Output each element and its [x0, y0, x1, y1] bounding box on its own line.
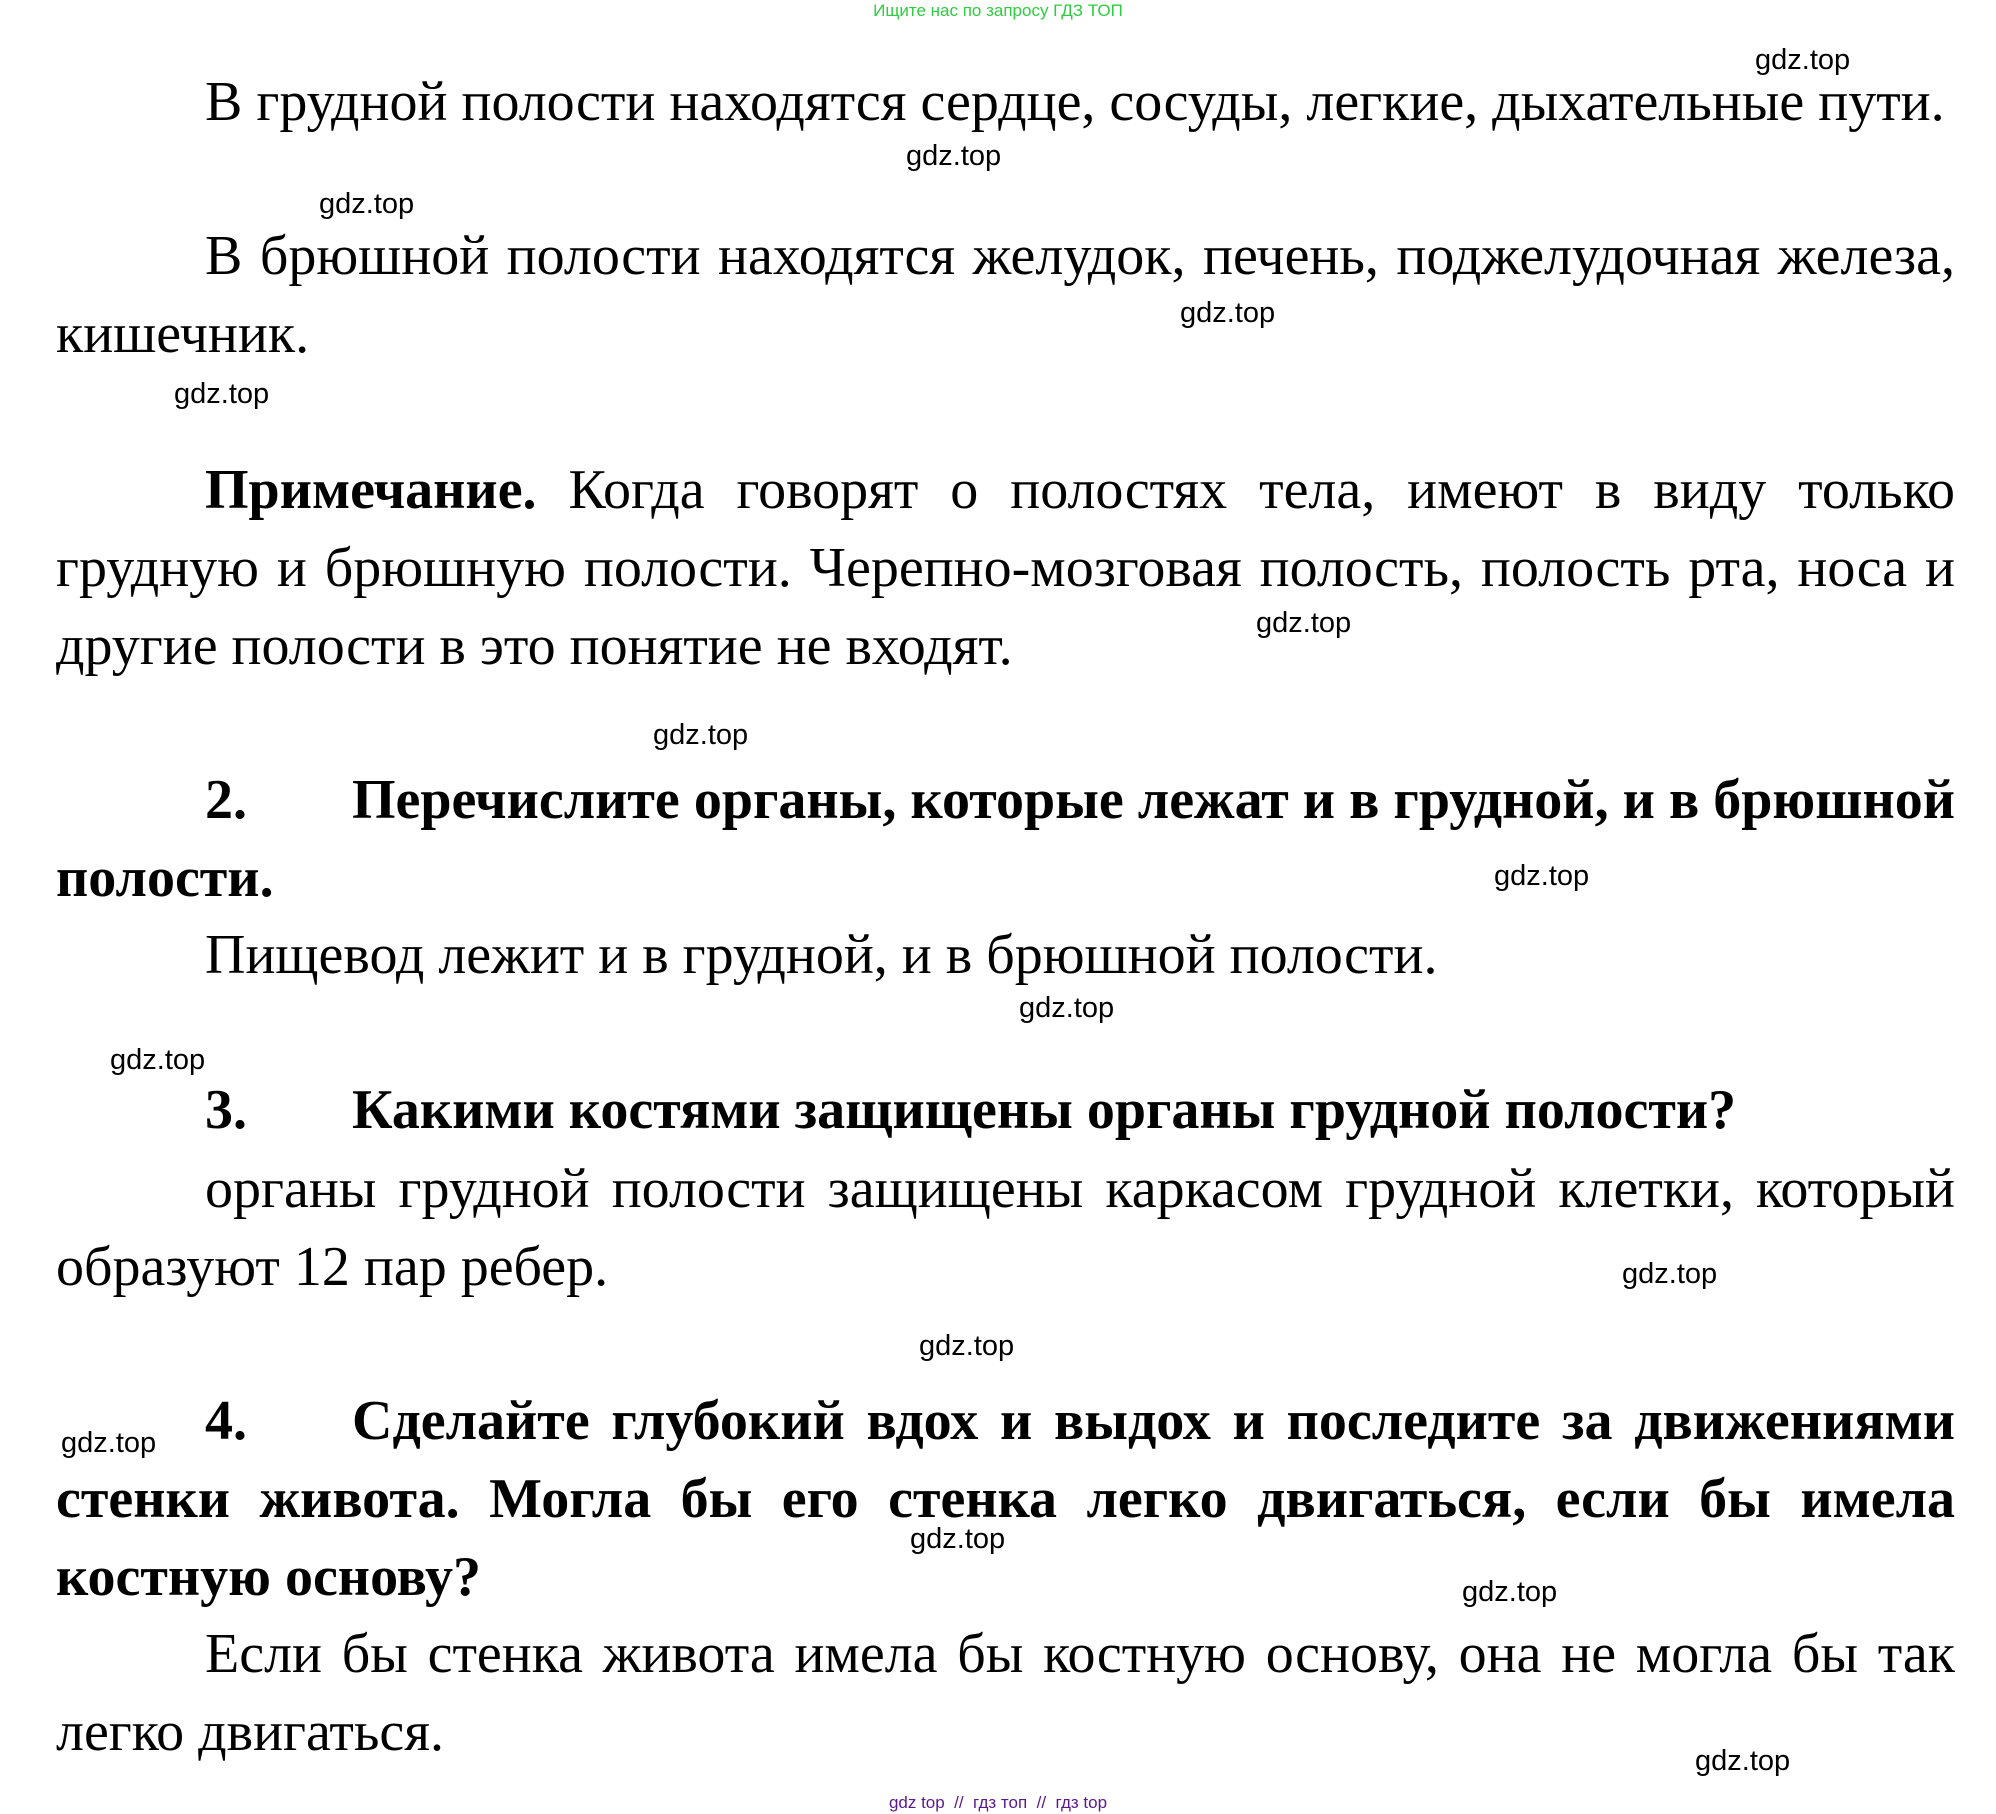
watermark: gdz.top — [174, 378, 270, 410]
question-2 — [56, 761, 1955, 917]
question-text: Перечислите органы, которые лежат и в грудной, и в брюшной полости. — [56, 769, 1955, 909]
answer-4: Если бы стенка живота имела бы костную основу, она не могла бы так легко двигаться. — [56, 1623, 1955, 1763]
watermark: gdz.top — [906, 140, 1002, 172]
paragraph-thoracic-cavity: В грудной полости находятся сердце, сосуды, легкие, дыхательные пути. — [205, 71, 1945, 133]
watermark: gdz.top — [1462, 1576, 1558, 1608]
answer-2: Пищевод лежит и в грудной, и в брюшной полости. — [205, 924, 1438, 986]
question-4 — [56, 1382, 1955, 1616]
watermark: gdz.top — [1695, 1745, 1791, 1777]
question-text: Сделайте глубокий вдох и выдох и последите за движениями стенки живота. Могла бы его стенка легко двигаться, если бы имела костную основу? — [56, 1390, 1955, 1608]
watermark: gdz.top — [1622, 1258, 1718, 1290]
watermark: gdz.top — [61, 1427, 157, 1459]
note-paragraph — [56, 451, 1955, 685]
question-number: 2. — [205, 769, 247, 831]
question-text: Какими костями защищены органы грудной полости? — [352, 1079, 1737, 1141]
answer-3: органы грудной полости защищены каркасом грудной клетки, который образуют 12 пар ребер. — [56, 1158, 1955, 1298]
watermark: gdz.top — [919, 1330, 1015, 1362]
watermark: gdz.top — [910, 1523, 1006, 1555]
watermark: gdz.top — [319, 188, 415, 220]
watermark: gdz.top — [1256, 607, 1352, 639]
watermark: gdz.top — [1755, 44, 1851, 76]
note-text: Когда говорят о полостях тела, имеют в виду только грудную и брюшную полости. Черепно-мозговая полость, полость рта, носа и другие полости в это понятие не входят. — [56, 459, 1955, 677]
note-label: Примечание. — [205, 459, 537, 521]
footer-banner: gdz top // гдз топ // гдз top — [888, 1793, 1108, 1812]
watermark: gdz.top — [110, 1044, 206, 1076]
watermark: gdz.top — [1019, 992, 1115, 1024]
paragraph-abdominal-cavity: В брюшной полости находятся желудок, печень, поджелудочная железа, кишечник. — [56, 225, 1955, 365]
search-banner: Ищите нас по запросу ГДЗ ТОП — [873, 1, 1123, 20]
question-number: 4. — [205, 1390, 247, 1452]
watermark: gdz.top — [1494, 860, 1590, 892]
watermark: gdz.top — [653, 719, 749, 751]
question-number: 3. — [205, 1079, 247, 1141]
watermark: gdz.top — [1180, 297, 1276, 329]
question-3 — [56, 1071, 1955, 1149]
